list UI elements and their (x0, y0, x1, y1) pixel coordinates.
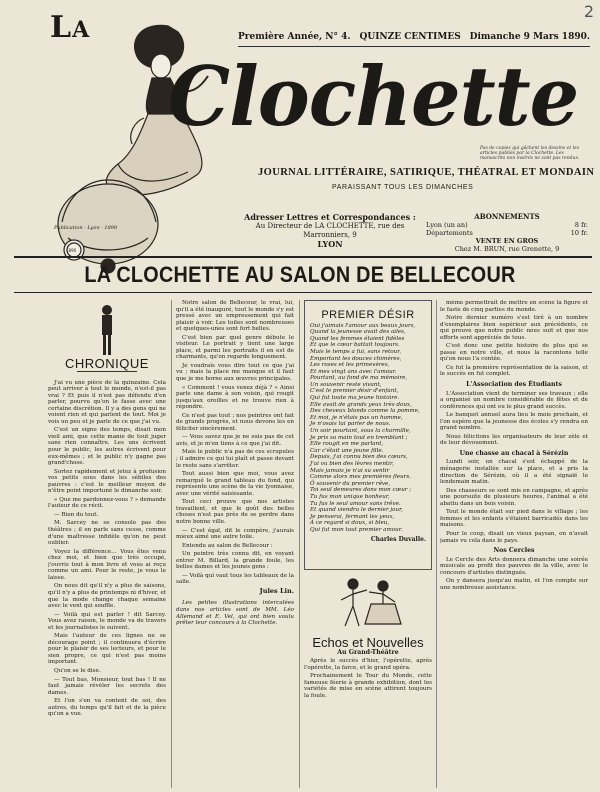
subscription-row-price: 8 fr. (574, 221, 588, 229)
paragraph: M. Sarcey ne se console pas des théâtres ; il en parle sans cesse, comme d'une maîtresse infidèle qu'on ne peut oublier. (48, 520, 166, 547)
subscription-row-price: 10 fr. (570, 229, 588, 237)
paragraph: Prochainement le Tour du Monde, cette fameuse féerie à grande exhibition, dont les variétés de mise en scène attirent toujours la foule. (304, 673, 432, 699)
wholesale-title: VENTE EN GROS (475, 237, 539, 245)
wholesale-line: Chez M. BRUN, rue Grenette, 9 (454, 245, 560, 253)
paragraph: Lundi soir, un chacal s'est échappé de la ménagerie installée sur la place, et a pris la direction de Sérézin, où il a été signalé le lendemain matin. (440, 459, 588, 486)
poem-line: Je n'osais lui parler de nous. (310, 421, 391, 428)
editorial-note: Pas de copies qui gâchent les dessins et les articles publiés par la Clochette. Les manuscrits non insérés ne sont pas rendus. (480, 146, 580, 161)
paragraph: — C'est égal, dit le compère, j'aurais mieux aimé une autre toile. (176, 527, 294, 541)
gentleman-figure-icon (97, 302, 117, 358)
paragraph: Tout ceci prouve que nos artistes travaillent, et que le goût des belles choses n'est pas près de se perdre dans notre bonne ville. (176, 499, 294, 525)
poem-line: Tu fus le seul amour sans trêve. (310, 500, 401, 507)
figure-illustration (48, 300, 166, 358)
paragraph: Le banquet annuel aura lieu le mois prochain, et l'on espère que la jeunesse des écoles s'y rendra en grand nombre. (440, 412, 588, 432)
column-chronique (48, 300, 166, 788)
poem-line: Quand la jeunesse avait des ailes, (310, 329, 406, 336)
poem-line: Pourtant, au fond de ma mémoire, (310, 375, 408, 382)
poem-line: Comme alors mes premières fleurs. (310, 474, 411, 481)
chronique-title: CHRONIQUE (48, 361, 166, 372)
column-divider (171, 300, 172, 788)
paragraph: « Comment ! vous venez déjà ? » Ainsi parle une dame à son voisin, qui rougit jusqu'aux oreilles et ne trouve rien à répondre. (176, 384, 294, 411)
dancers-icon (323, 576, 413, 634)
poem-line: Depuis, j'ai connu bien des cœurs, (310, 454, 408, 461)
paragraph: Sortez rapidement et jetez à profusion vos petits sous dans les sébiles des pauvres : c'est le meilleur moyen de n'être point importuné le dimanche soir. (48, 468, 166, 495)
paragraph: « Que me pardonnez-vous ? » demande l'auteur de ce récit. (48, 496, 166, 510)
page-number: 2 (583, 2, 594, 21)
issue-price: QUINZE CENTIMES (359, 32, 461, 42)
jackal-hunt-text (440, 459, 588, 544)
paragraph: On y dansera jusqu'au matin, et l'on compte sur une nombreuse assistance. (440, 578, 588, 591)
paragraph: Mais le public n'a pas de ces scrupules ; il admire ce qui lui plaît et passe devant le reste sans s'arrêter. (176, 449, 294, 469)
paragraph: même permettrait de mettre en scène la figure et le faste de cinq parties du monde. (440, 300, 588, 313)
students-text (440, 391, 588, 447)
paragraph: Et l'on s'en va content de soi, des autres, du temps qu'il fait et de la pièce qu'on a vue. (48, 698, 166, 718)
issue-number: Première Année, N° 4. (238, 32, 351, 42)
poem-title: PREMIER DÉSIR (321, 309, 415, 321)
dancers-illustration (304, 576, 432, 634)
column-poem-echos (304, 300, 432, 788)
masthead-divider (238, 46, 590, 47)
paragraph: Entendu au salon de Bellecour : (182, 542, 273, 549)
paragraph: L'Association vient de terminer ses travaux ; elle a organisé un nombre considérable de fêtes et de conférences qui ont eu le plus grand succès. (440, 390, 588, 410)
illustration-credit: Publication · Lyon · 1890 (54, 225, 118, 231)
poem-line: Je penserai, fermant les yeux, (310, 513, 395, 520)
column-divider (436, 300, 437, 788)
poem-text (310, 323, 426, 534)
poem-line: Tu fus mon unique bonheur, (310, 493, 390, 500)
paragraph: Le Cercle des Arts donnera dimanche une soirée musicale au profit des pauvres de la ville, avec le concours d'artistes distingués. (440, 556, 588, 576)
paragraph: J'ai vu une pièce de la quinzaine. Cela peut arriver à tout le monde, n'est-il pas vrai ? Et puis il n'est pas défendu d'en parler, pourvu qu'on le fasse avec une certaine discrétion. Il y a des gens qui ne voient rien et qui parlent de tout. Moi je vois un peu et je parle de ce que j'ai vu. (48, 379, 166, 425)
address-line: Au Directeur de LA CLOCHETTE, rue des Marronniers, 9 (255, 222, 405, 239)
subscription-box (426, 213, 588, 253)
poem-line: Mais jamais je n'ai su sentir (310, 467, 390, 474)
newspaper-title: Clochette (168, 50, 579, 145)
paragraph: Nous félicitons les organisateurs de leur zèle et de leur dévouement. (440, 433, 588, 447)
front-page-headline: LA CLOCHETTE AU SALON DE BELLECOUR (84, 262, 516, 287)
poem-signature: Charles Duvalle. (370, 535, 426, 543)
poem-line: Oui j'aimais l'amour aux beaux jours, (310, 322, 416, 329)
paragraph: On nous dit qu'il n'y a plus de saisons, qu'il n'y a plus de printemps ni d'hiver, et que la mode change chaque semaine avec le vent qui souffle. (48, 583, 166, 610)
salon-text (176, 300, 294, 586)
subscription-row-lyon (426, 221, 588, 229)
echos-subhead: Au Grand-Théâtre (337, 648, 399, 656)
poem-box (304, 300, 432, 570)
paragraph: Je voudrais vous dire tout ce que j'ai vu ; mais la place me manque et il faut que je me borne aux œuvres principales. (176, 362, 294, 383)
poem-line: Toi seul demeures dans mon cœur ; (310, 487, 412, 494)
paragraph: — Vous savez que je ne suis pas de cet avis, et je m'en tiens à ce que j'ai dit. (176, 434, 294, 447)
poem-line: Les roses et les primevères, (310, 362, 390, 369)
poem-line: Un soir pourtant, sous la charmille, (310, 428, 411, 435)
newspaper-subtitle: JOURNAL LITTÉRAIRE, SATIRIQUE, THÉATRAL ET MONDAIN (258, 167, 595, 178)
paragraph: Notre dernier numéro s'est tiré à un nombre d'exemplaires bien supérieur aux précédents, ce qui prouve que notre public nous suit et que nos efforts sont appréciés de tous. (440, 315, 588, 341)
poem-line: Quand les femmes étaient fidèles (310, 335, 405, 342)
clubs-subhead: Nos Cercles (493, 547, 535, 555)
paragraph: Ce n'est pas tout ; nos peintres ont fait de grands progrès, et nous devons les en féliciter sincèrement. (176, 412, 294, 432)
paragraph: Ce fut la première représentation de la saison, et le succès en fut complet. (440, 364, 588, 378)
paragraph: Après le succès d'hier, l'opérette, après l'opérette, la farce, et le grand opéra. (304, 658, 432, 671)
address-title: Adresser Lettres et Correspondances : (244, 212, 416, 222)
subscription-title: ABONNEMENTS (474, 212, 540, 221)
poem-line: Un souvenir reste vivant, (310, 381, 382, 388)
issue-date: Dimanche 9 Mars 1890. (469, 32, 590, 42)
paragraph: Un peintre très connu dit, en voyant entrer M. Billard, la grande foule, les belles dames et les jeunes gens : (176, 551, 294, 571)
subscription-row-departements (426, 229, 588, 237)
poem-line: Et moi, je n'étais pas un homme, (310, 414, 403, 421)
poem-line: Et quand viendra le dernier jour, (310, 507, 403, 514)
article-signature: Jules Lin. (259, 586, 294, 595)
paragraph: C'est donc une petite histoire de plus qui se passe en notre ville, et nous la racontons telle qu'on nous l'a contée. (440, 343, 588, 363)
poem-line: Ô souvenir du premier rêve, (310, 480, 391, 487)
masthead-prefix (50, 10, 90, 45)
newspaper-tagline: PARAISSANT TOUS LES DIMANCHES (332, 184, 474, 191)
poem-line: Qui fut mon tout premier amour. (310, 526, 403, 533)
poem-line: Et mes vingt ans avec l'amour. (310, 368, 397, 375)
column-salon (176, 300, 294, 788)
paragraph: Mais l'auteur de ces lignes ne se décourage point ; il continuera d'écrire pour le plaisir de ses lecteurs, et pour le sien propre, ce qui n'est pas moins important. (48, 633, 166, 666)
poem-line: Elle avait de grands yeux très doux, (310, 401, 412, 408)
poem-line: Mais le temps a fui, sans retour, (310, 348, 402, 355)
illustrations-note: Les petites illustrations intercalées dans nos articles sont de MM. Léo Allemand et E. Vel, qui ont bien voulu prêter leur concours à la Clochette. (176, 600, 294, 627)
echos-title: Echos et Nouvelles (312, 635, 424, 650)
echos-text (304, 658, 432, 699)
column-divider (299, 300, 300, 788)
masthead-prefix-l: L (50, 10, 73, 45)
chronique-text (48, 380, 166, 718)
paragraph: Notre salon de Bellecour, le vrai, lui, qu'il a été inauguré, tout le monde s'y est pressé avec un empressement qui fait plaisir à voir. Les toiles sont nombreuses et quelques-unes sont fort belles. (176, 300, 294, 333)
poem-line: Des cheveux blonds comme la pomme, (310, 408, 420, 415)
jackal-hunt-subhead: Une chasse au chacal à Sérézin (459, 449, 569, 457)
subscription-row-label: Lyon (un an) (426, 221, 468, 229)
paragraph: Des chasseurs se sont mis en campagne, et après une poursuite de plusieurs heures, l'animal a été abattu dans un bois voisin. (440, 487, 588, 507)
poem-line: Elle rougit en me parlant, (310, 441, 384, 448)
poem-line: J'ai vu bien des lèvres mentir, (310, 461, 394, 468)
students-subhead: L'Association des Étudiants (466, 381, 562, 389)
paragraph: C'est un signe des temps, disait mon vieil ami, que cette manie de tout juger sans rien connaître. Les uns écrivent pour le public, les autres écrivent pour eux-mêmes ; et le public n'y gagne pas grand'chose. (48, 427, 166, 467)
poem-line: Car c'était une jeune fille. (310, 447, 384, 454)
poem-line: Qui fut toute ma jeune histoire. (310, 395, 400, 402)
poem-line: Je pris sa main tout en tremblant ; (310, 434, 408, 441)
paragraph: — Rien du tout. (54, 511, 99, 518)
paragraph: — Tout bas, Monsieur, tout bas ! Il ne faut jamais révéler les secrets des dames. (48, 676, 166, 696)
poem-line: Et que le cœur battait toujours. (310, 342, 400, 349)
poem-line: Emportant les douces chimères, (310, 355, 402, 362)
paragraph: Qu'on se le dise. (54, 667, 101, 674)
masthead-meta-row (238, 32, 590, 42)
clubs-text (440, 557, 588, 592)
paragraph: — Voilà qui vaut tous les tableaux de la salle. (176, 572, 294, 586)
column-news (440, 300, 588, 788)
headline-rule-top (14, 256, 592, 258)
svg-text:1890: 1890 (66, 248, 77, 253)
paragraph: Tout le monde était sur pied dans le village ; les femmes et les enfants s'étaient barricadés dans les maisons. (440, 509, 588, 529)
poem-line: C'est le premier désir d'enfant, (310, 388, 399, 395)
subscription-row-label: Départements (426, 229, 473, 237)
address-city: LYON (317, 239, 343, 249)
paragraph: Voyez la différence… Vous êtes venu chez moi, et bien que très occupé, j'ouvris tout à mon livre et vous ai reçu comme un ami. Pour le reste, je vous le laisse. (48, 548, 166, 581)
poem-line: À ce regard si doux, si bleu, (310, 520, 390, 527)
news-text (440, 300, 588, 378)
paragraph: Tout aussi bien que moi, vous avez remarqué le grand tableau du fond, qui représente une scène de la vie lyonnaise, avec une vérité saisissante. (176, 471, 294, 497)
paragraph: — Voilà qui est parler ! dit Sarcey. Vous avez raison, le monde va de travers et les journalistes le suivent. (48, 611, 166, 631)
paragraph: C'est bien par quel genre débute le visiteur. Le portrait y tient une large place, et parmi les portraits il en est de charmants, qu'on regarde longuement. (176, 334, 294, 361)
paragraph: Pour le coup, disait un vieux paysan, on n'avait jamais vu cela dans le pays. (440, 530, 588, 544)
masthead-prefix-a: A (72, 17, 91, 43)
headline-rule-bottom (14, 292, 592, 293)
correspondence-address (240, 213, 420, 249)
